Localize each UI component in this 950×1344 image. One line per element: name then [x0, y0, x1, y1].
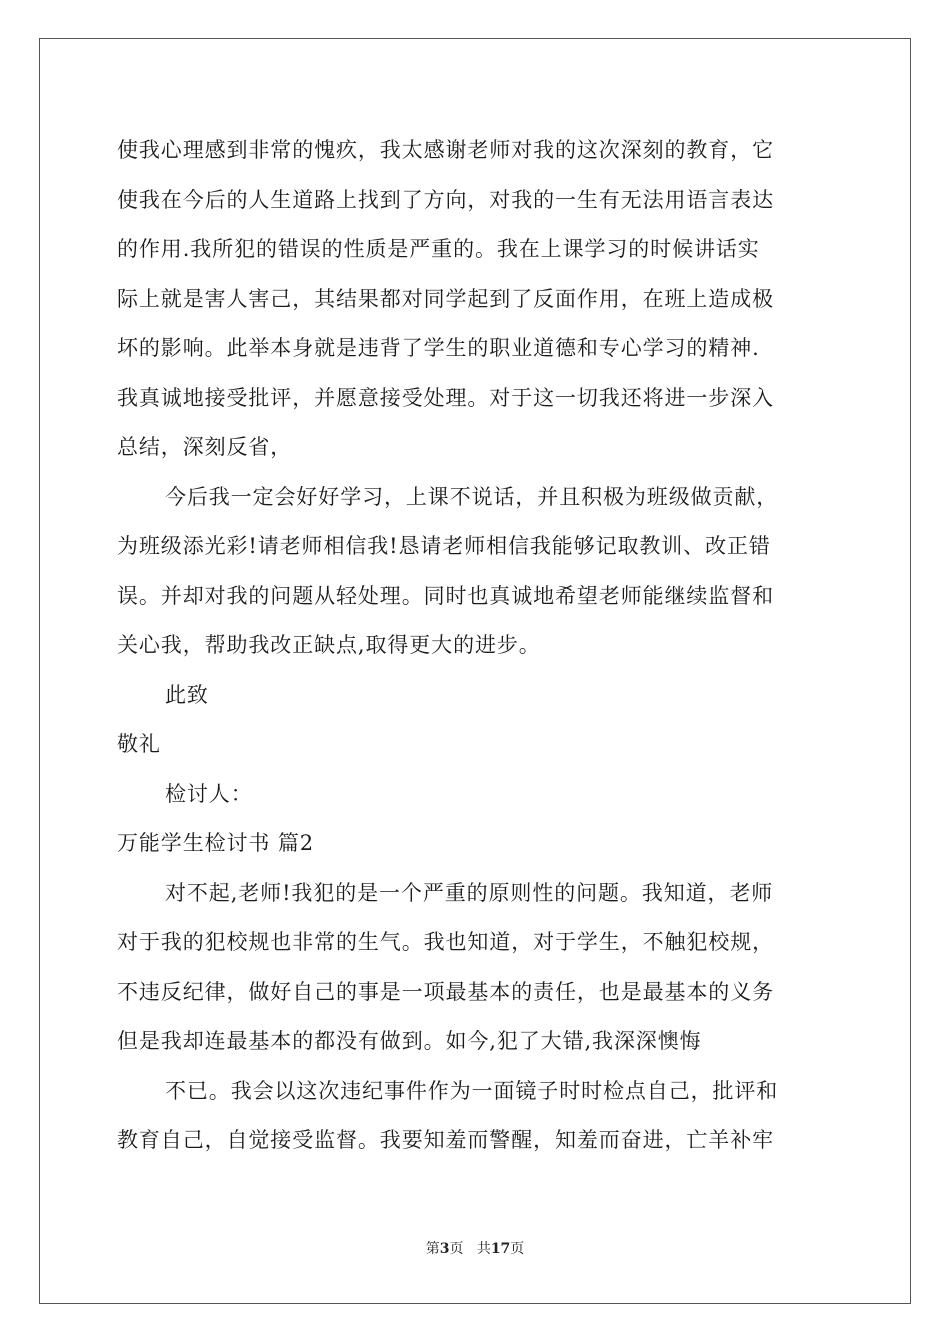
text-line: 不已。我会以这次违纪事件作为一面镜子时时检点自己，批评和 [165, 1078, 779, 1103]
text-line: 误。并却对我的问题从轻处理。同时也真诚地希望老师能继续监督和 [117, 583, 774, 608]
footer-total-pages: 17 [490, 1241, 511, 1257]
text-line: 对不起,老师!我犯的是一个严重的原则性的问题。我知道，老师 [165, 880, 774, 905]
text-line: 际上就是害人害己，其结果都对同学起到了反面作用，在班上造成极 [117, 286, 774, 311]
text-line: 使我在今后的人生道路上找到了方向，对我的一生有无法用语言表达 [117, 187, 774, 212]
text-line: 我真诚地接受批评，并愿意接受处理。对于这一切我还将进一步深入 [117, 385, 774, 410]
footer-total-unit: 页 [510, 1241, 525, 1257]
page-footer [0, 1238, 950, 1258]
text-line: 教育自己，自觉接受监督。我要知羞而警醒，知羞而奋进，亡羊补牢 [117, 1128, 774, 1152]
text-line: 此致 [165, 682, 209, 707]
text-line: 不违反纪律，做好自己的事是一项最基本的责任，也是最基本的义务 [117, 979, 774, 1004]
document-body [117, 126, 837, 1166]
text-line: 为班级添光彩!请老师相信我!恳请老师相信我能够记取教训、改正错 [117, 534, 771, 558]
text-line: 今后我一定会好好学习，上课不说话，并且积极为班级做贡献， [165, 484, 779, 509]
text-line: 但是我却连最基本的都没有做到。如今,犯了大错,我深深懊悔 [117, 1029, 702, 1053]
text-line: 对于我的犯校规也非常的生气。我也知道，对于学生，不触犯校规， [117, 930, 774, 954]
text-line: 坏的影响。此举本身就是违背了学生的职业道德和专心学习的精神. [117, 336, 760, 360]
footer-total-prefix: 共 [476, 1241, 491, 1257]
text-line: 敬礼 [117, 732, 161, 756]
footer-page-unit: 页 [449, 1241, 464, 1257]
text-line: 使我心理感到非常的愧疚，我太感谢老师对我的这次深刻的教育，它 [117, 138, 774, 162]
footer-page-prefix: 第 [425, 1241, 440, 1257]
text-line: 检讨人： [165, 781, 253, 806]
text-line: 关心我，帮助我改正缺点,取得更大的进步。 [117, 633, 541, 657]
footer-current-page: 3 [439, 1241, 450, 1257]
text-line: 总结，深刻反省， [117, 435, 293, 459]
text-line: 的作用.我所犯的错误的性质是严重的。我在上课学习的时候讲话实 [117, 237, 760, 261]
text-line: 万能学生检讨书 篇2 [117, 831, 315, 855]
